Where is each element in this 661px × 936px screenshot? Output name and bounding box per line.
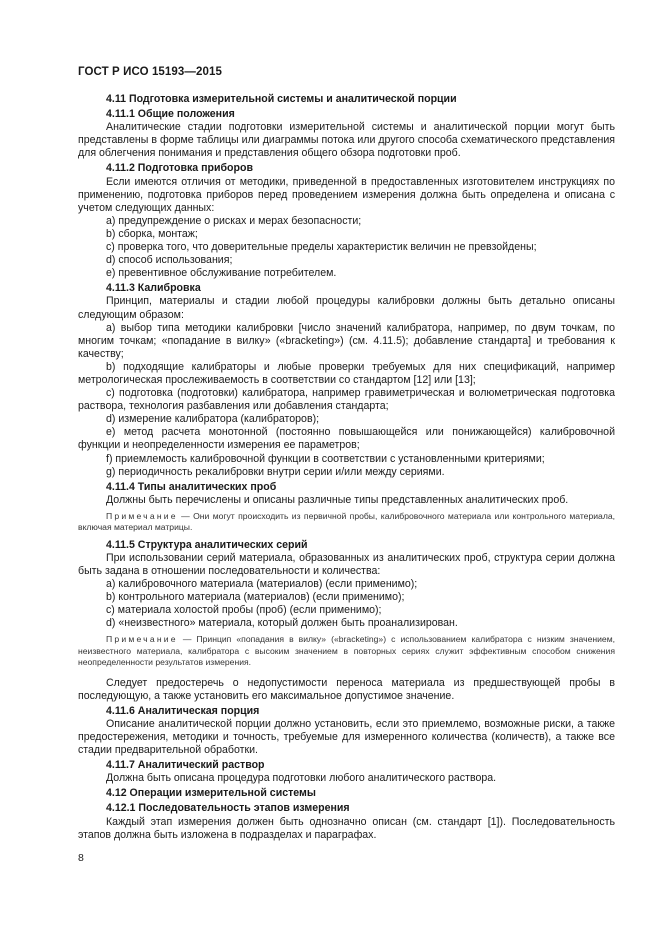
note-text: — Принцип «попадания в вилку» («bracketing») с использованием калибратора с низким значением, неизвестного материала, калибратора с высоким значением в повторных сериях служит эффективным способом снижения неопределенности результатов измерения.	[78, 634, 616, 668]
list-item: c) подготовка (подготовки) калибратора, например гравиметрическая и волюметрическая подготовка раствора, технология разбавления или добавления стандарта;	[78, 387, 615, 413]
subsection-heading-4-11-4: 4.11.4 Типы аналитических проб	[106, 480, 277, 493]
list-item: d) способ использования;	[106, 254, 233, 267]
paragraph-general: Аналитические стадии подготовки измерительной системы и аналитической порции могут быть представлены в форме таблицы или диаграммы потока или другого способа схематического представления для облегчения понимания и представления общего обзора подготовки проб.	[78, 121, 615, 160]
list-item: d) измерение калибратора (калибраторов);	[106, 413, 320, 426]
section-heading-4-12: 4.12 Операции измерительной системы	[106, 787, 316, 800]
subsection-heading-4-11-3: 4.11.3 Калибровка	[106, 282, 201, 295]
note-label: Примечание	[106, 634, 178, 645]
paragraph-series-structure: При использовании серий материала, образованных из аналитических проб, структура серии должна быть задана в отношении последовательности и количества:	[78, 551, 615, 577]
list-item: b) подходящие калибраторы и любые проверки требуемых для них спецификаций, например метрологическая прослеживаемость в соответствии со стандартом [12] или [13];	[78, 360, 615, 386]
paragraph-measurement-steps: Каждый этап измерения должен быть однозначно описан (см. стандарт [1]). Последовательность этапов должна быть изложена в подразделах и параграфах.	[78, 815, 615, 841]
list-item: e) метод расчета монотонной (постоянно повышающейся или понижающейся) калибровочной функции и неопределенности измерения ее параметров;	[78, 426, 615, 452]
list-item: c) проверка того, что доверительные пределы характеристик величин не превзойдены;	[106, 241, 537, 254]
subsection-heading-4-12-1: 4.12.1 Последовательность этапов измерения	[106, 802, 350, 815]
document-body	[78, 93, 615, 842]
list-item: f) приемлемость калибровочной функции в соответствии с установленными критериями;	[106, 452, 545, 465]
subsection-heading-4-11-2: 4.11.2 Подготовка приборов	[106, 162, 253, 175]
paragraph-analytical-portion: Описание аналитической порции должно установить, если это приемлемо, возможные риски, а также предостережения, методики и точность, требуемые для измеренного количества (количеств), а также все стадии предварительной обработки.	[78, 717, 615, 757]
paragraph-calibration: Принцип, материалы и стадии любой процедуры калибровки должны быть детально описаны следующим образом:	[78, 295, 615, 321]
list-item: b) контрольного материала (материалов) (если применимо);	[106, 591, 405, 604]
paragraph-instruments: Если имеются отличия от методики, приведенной в предоставленных изготовителем инструкциях по применению, подготовка приборов перед проведением измерения должна быть определена и описана с учетом следующих данных:	[78, 175, 615, 214]
list-item: а) выбор типа методики калибровки [число значений калибратора, например, по двум точкам, по многим точкам; «попадание в вилку» («bracketing») (см. 4.11.5); добавление стандарта] и требования к качеству;	[78, 321, 615, 360]
list-item: а) калибровочного материала (материалов) (если применимо);	[106, 578, 418, 590]
subsection-heading-4-11-5: 4.11.5 Структура аналитических серий	[106, 538, 308, 551]
paragraph-carryover-warning: Следует предостеречь о недопустимости переноса материала из предшествующей пробы в последующую, а также установить его максимальное допустимое значение.	[78, 676, 615, 702]
list-item: g) периодичность рекалибровки внутри серии и/или между сериями.	[106, 465, 445, 478]
note	[78, 511, 615, 534]
subsection-heading-4-11-7: 4.11.7 Аналитический раствор	[106, 759, 265, 772]
list-item: b) сборка, монтаж;	[106, 227, 198, 240]
note-label: Примечание	[106, 510, 178, 521]
list-item: d) «неизвестного» материала, который должен быть проанализирован.	[106, 617, 458, 630]
subsection-heading-4-11-1: 4.11.1 Общие положения	[106, 108, 235, 121]
running-header: ГОСТ Р ИСО 15193—2015	[78, 66, 223, 78]
list-item: c) материала холостой пробы (проб) (если применимо);	[106, 604, 382, 617]
paragraph-analytical-solution: Должна быть описана процедура подготовки любого аналитического раствора.	[106, 772, 497, 785]
section-heading-4-11: 4.11 Подготовка измерительной системы и аналитической порции	[106, 93, 457, 105]
paragraph-sample-types: Должны быть перечислены и описаны различные типы представленных аналитических проб.	[106, 493, 569, 506]
list-item: а) предупреждение о рисках и мерах безопасности;	[106, 214, 362, 227]
page-number: 8	[78, 852, 84, 864]
note	[78, 634, 615, 668]
note-text: — Они могут происходить из первичной пробы, калибровочного материала или контрольного материала, включая материал матрицы.	[78, 510, 616, 533]
subsection-heading-4-11-6: 4.11.6 Аналитическая порция	[106, 704, 260, 717]
list-item: e) превентивное обслуживание потребителем.	[106, 267, 337, 280]
